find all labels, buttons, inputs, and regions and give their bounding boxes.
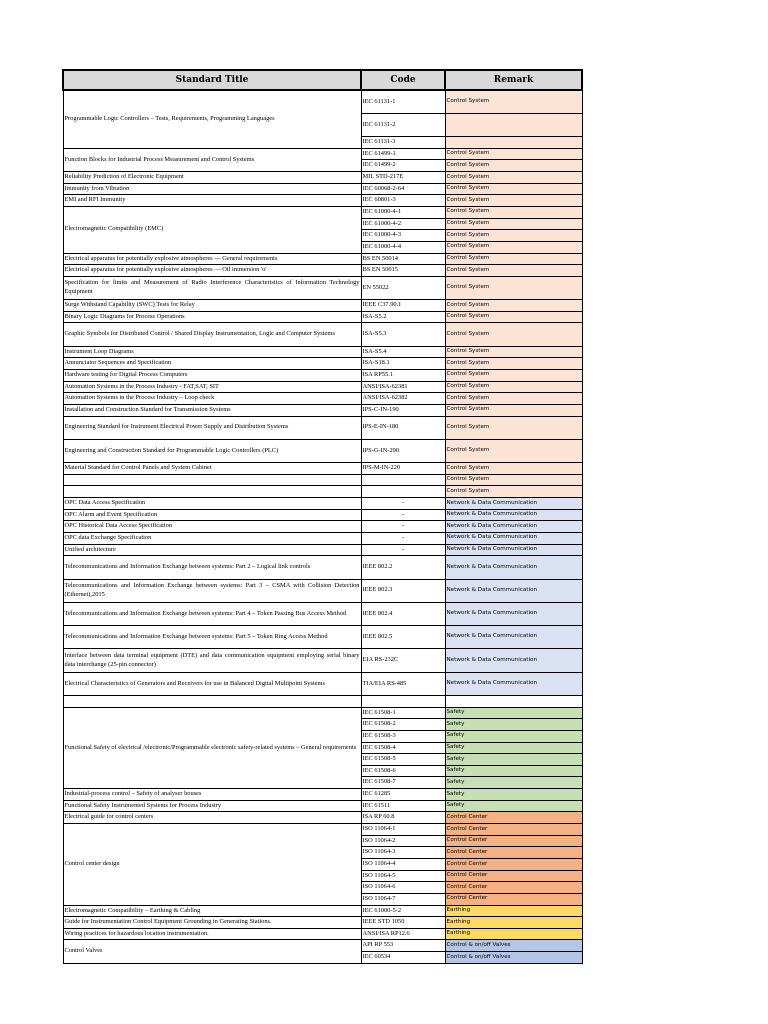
code-cell: - (361, 498, 445, 510)
remark-cell: Network & Data Communication (445, 509, 582, 521)
standard-title-cell: Control Valves (63, 940, 361, 963)
remark-cell: Safety (445, 754, 582, 766)
remark-cell: Control System (445, 416, 582, 439)
code-cell: IEC 60534 (361, 952, 445, 964)
standard-title-cell (63, 696, 361, 708)
table-row (63, 649, 582, 672)
table-row (63, 358, 582, 370)
remark-cell: Control Center (445, 835, 582, 847)
code-cell: IEC 61508-6 (361, 765, 445, 777)
standard-title-cell: Interface between data terminal equipment (DTE) and data communication equipment employing serial binary data interchange (25-pin connector) (63, 649, 361, 672)
code-cell: EIA RS-232C (361, 649, 445, 672)
table-row (63, 369, 582, 381)
remark-cell: Network & Data Communication (445, 602, 582, 625)
code-cell: ISA-S5.4 (361, 346, 445, 358)
remark-cell: Control System (445, 183, 582, 195)
table-row (63, 276, 582, 299)
table-row (63, 940, 582, 952)
standard-title-cell: OPC Alarm and Event Specification (63, 509, 361, 521)
table-row (63, 579, 582, 602)
table-row (63, 800, 582, 812)
code-cell: IEEE C37.90.1 (361, 300, 445, 312)
code-cell: ISO 11064-4 (361, 858, 445, 870)
standard-title-cell: Electrical apparatus for potentially explosive atmospheres — Oil immersion 'o' (63, 265, 361, 277)
code-cell: ISA-S5.2 (361, 311, 445, 323)
table-row (63, 416, 582, 439)
table-row (63, 812, 582, 824)
table-row (63, 556, 582, 579)
remark-cell: Network & Data Communication (445, 521, 582, 533)
standard-title-cell: Electrical apparatus for potentially explosive atmospheres — General requirements (63, 253, 361, 265)
table-row (63, 696, 582, 708)
remark-cell: Control System (445, 463, 582, 475)
table-row (63, 707, 582, 719)
standards-table (62, 69, 583, 964)
code-cell: IPS-M-IN-220 (361, 463, 445, 475)
code-cell: IEC 61000-4-4 (361, 241, 445, 253)
remark-cell: Earthing (445, 917, 582, 929)
standard-title-cell (63, 474, 361, 486)
standard-title-cell: Installation and Construction Standard for Transmission Systems (63, 404, 361, 416)
remark-cell: Safety (445, 777, 582, 789)
code-cell: IEC 61131-1 (361, 90, 445, 113)
remark-cell: Earthing (445, 905, 582, 917)
code-cell: IEC 61508-5 (361, 754, 445, 766)
code-cell: BS EN 50015 (361, 265, 445, 277)
table-row (63, 626, 582, 649)
standard-title-cell: Binary Logic Diagrams for Process Operations (63, 311, 361, 323)
standard-title-cell: Functional Safety of electrical /electronic/Programmable electronic safety-related systems – General requirements (63, 707, 361, 788)
code-cell: IEC 60801-3 (361, 195, 445, 207)
code-cell: IEC 61499-1 (361, 148, 445, 160)
standard-title-cell: Hardware testing for Digital Process Computers (63, 369, 361, 381)
remark-cell: Control System (445, 90, 582, 113)
code-cell (361, 474, 445, 486)
table-body (63, 90, 582, 963)
code-cell: IEC 61000-4-1 (361, 206, 445, 218)
standard-title-cell: Material Standard for Control Panels and System Cabinet (63, 463, 361, 475)
table-row (63, 404, 582, 416)
standard-title-cell: Electromagnetic Compatibility – Earthing & Cabling (63, 905, 361, 917)
remark-cell: Control System (445, 369, 582, 381)
code-cell: API RP 553 (361, 940, 445, 952)
table-row (63, 486, 582, 498)
standard-title-cell: Annunciator Sequences and Specification (63, 358, 361, 370)
remark-cell: Safety (445, 719, 582, 731)
standard-title-cell: Engineering Standard for Instrument Electrical Power Supply and Distribution Systems (63, 416, 361, 439)
code-cell: ISO 11064-7 (361, 893, 445, 905)
remark-cell: Network & Data Communication (445, 579, 582, 602)
table-row (63, 265, 582, 277)
code-cell: ISA-S5.3 (361, 323, 445, 346)
table-row (63, 323, 582, 346)
standard-title-cell: Telecommunications and Information Exchange between systems: Part 4 – Token Passing Bus Access Method (63, 602, 361, 625)
remark-cell: Control Center (445, 870, 582, 882)
standard-title-cell: Telecommunications and Information Exchange between systems: Part 3 – CSMA with Collision Detection (Ethernet),2015 (63, 579, 361, 602)
remark-cell: Control System (445, 230, 582, 242)
standard-title-cell: Specification for limits and Measurement of Radio Interference Characteristics of Information Technology Equipment (63, 276, 361, 299)
code-cell: IPS-E-IN-180 (361, 416, 445, 439)
header-code: Code (361, 70, 445, 90)
standard-title-cell: Surge Withstand Capability (SWC) Tests for Relay (63, 300, 361, 312)
code-cell: IPS-C-IN-190 (361, 404, 445, 416)
table-row (63, 439, 582, 462)
remark-cell: Control Center (445, 847, 582, 859)
standard-title-cell: OPC Data Access Specification (63, 498, 361, 510)
remark-cell: Control System (445, 404, 582, 416)
remark-cell: Control System (445, 148, 582, 160)
code-cell (361, 696, 445, 708)
table-row (63, 393, 582, 405)
code-cell: ISO 11064-2 (361, 835, 445, 847)
table-row (63, 311, 582, 323)
code-cell: BS EN 50014 (361, 253, 445, 265)
code-cell: IEC 61508-1 (361, 707, 445, 719)
table-row (63, 183, 582, 195)
standard-title-cell: Unified architecture (63, 544, 361, 556)
remark-cell: Safety (445, 742, 582, 754)
remark-cell: Control System (445, 323, 582, 346)
table-row (63, 463, 582, 475)
remark-cell (445, 137, 582, 149)
remark-cell: Control Center (445, 882, 582, 894)
standard-title-cell: EMI and RFI Immunity (63, 195, 361, 207)
table-row (63, 253, 582, 265)
standard-title-cell: Industrial-process control – Safety of analyser houses (63, 789, 361, 801)
code-cell: ANSI/ISA-62382 (361, 393, 445, 405)
remark-cell: Safety (445, 765, 582, 777)
remark-cell: Control System (445, 241, 582, 253)
code-cell: IEC 61508-3 (361, 730, 445, 742)
standard-title-cell: OPC Historical Data Access Specification (63, 521, 361, 533)
table-row (63, 824, 582, 836)
code-cell: IEC 61000-4-3 (361, 230, 445, 242)
code-cell: ISO 11064-6 (361, 882, 445, 894)
code-cell: IEC 61285 (361, 789, 445, 801)
code-cell: ISA RP55.1 (361, 369, 445, 381)
table-row (63, 602, 582, 625)
remark-cell: Safety (445, 800, 582, 812)
standard-title-cell: Immunity from Vibration (63, 183, 361, 195)
remark-cell: Network & Data Communication (445, 649, 582, 672)
remark-cell: Control System (445, 346, 582, 358)
code-cell: ISA-S18.1 (361, 358, 445, 370)
table-row (63, 672, 582, 695)
remark-cell: Safety (445, 707, 582, 719)
table-row (63, 346, 582, 358)
code-cell: - (361, 532, 445, 544)
code-cell: IEC 61508-4 (361, 742, 445, 754)
standard-title-cell: Reliability Prediction of Electronic Equipment (63, 172, 361, 184)
code-cell: IEC 61131-3 (361, 137, 445, 149)
table-row (63, 206, 582, 218)
remark-cell: Control Center (445, 824, 582, 836)
code-cell: ISO 11064-1 (361, 824, 445, 836)
code-cell: IEC 61508-7 (361, 777, 445, 789)
standard-title-cell: Electromagnetic Compatibility (EMC) (63, 206, 361, 253)
code-cell: IEEE 802.5 (361, 626, 445, 649)
remark-cell: Control & on/off Valves (445, 952, 582, 964)
standard-title-cell: Function Blocks for Industrial Process Measurement and Control Systems (63, 148, 361, 171)
standard-title-cell: OPC data Exchange Specification (63, 532, 361, 544)
remark-cell: Control System (445, 358, 582, 370)
standard-title-cell (63, 486, 361, 498)
header-standard-title: Standard Title (63, 70, 361, 90)
table-row (63, 905, 582, 917)
remark-cell: Network & Data Communication (445, 532, 582, 544)
table-row (63, 498, 582, 510)
code-cell: - (361, 544, 445, 556)
remark-cell: Control System (445, 474, 582, 486)
table-row (63, 928, 582, 940)
code-cell: TIA/EIA RS-485 (361, 672, 445, 695)
table-row (63, 90, 582, 113)
table-row (63, 521, 582, 533)
remark-cell: Control System (445, 393, 582, 405)
table-row (63, 148, 582, 160)
remark-cell: Network & Data Communication (445, 556, 582, 579)
code-cell: ISA RP 60.8 (361, 812, 445, 824)
code-cell: IEC 61131-2 (361, 113, 445, 136)
standard-title-cell: Automation Systems in the Process Industry - FAT,SAT, SIT (63, 381, 361, 393)
code-cell: IEC 61000-5-2 (361, 905, 445, 917)
table-row (63, 789, 582, 801)
code-cell: IEEE 802.3 (361, 579, 445, 602)
remark-cell: Control Center (445, 893, 582, 905)
table-row (63, 532, 582, 544)
code-cell: IEC 61508-2 (361, 719, 445, 731)
standard-title-cell: Programmable Logic Controllers – Tests, Requirements, Programming Languages (63, 90, 361, 148)
remark-cell: Control System (445, 253, 582, 265)
table-row (63, 509, 582, 521)
code-cell: IEC 61499-2 (361, 160, 445, 172)
code-cell: IEEE 802.4 (361, 602, 445, 625)
remark-cell: Control System (445, 300, 582, 312)
code-cell: ANSI/ISA RP12.6 (361, 928, 445, 940)
remark-cell: Control System (445, 160, 582, 172)
standard-title-cell: Engineering and Construction Standard for Programmable Logic Controllers (PLC) (63, 439, 361, 462)
table-row (63, 917, 582, 929)
standard-title-cell: Graphic Symbols for Distributed Control / Shared Display Instrumentation, Logic and Computer Systems (63, 323, 361, 346)
remark-cell: Control System (445, 206, 582, 218)
remark-cell: Control System (445, 218, 582, 230)
remark-cell: Control Center (445, 812, 582, 824)
table-row (63, 381, 582, 393)
remark-cell: Network & Data Communication (445, 672, 582, 695)
standard-title-cell: Automation Systems in the Process Industry – Loop check (63, 393, 361, 405)
remark-cell: Network & Data Communication (445, 626, 582, 649)
code-cell: IPS-G-IN-290 (361, 439, 445, 462)
remark-cell: Control Center (445, 858, 582, 870)
standard-title-cell: Telecommunications and Information Exchange between systems: Part 2 – Logical link controls (63, 556, 361, 579)
remark-cell: Network & Data Communication (445, 544, 582, 556)
remark-cell: Earthing (445, 928, 582, 940)
code-cell: IEC 61511 (361, 800, 445, 812)
code-cell: IEC 61000-4-2 (361, 218, 445, 230)
code-cell: IEEE 802.2 (361, 556, 445, 579)
code-cell: IEC 60068-2-64 (361, 183, 445, 195)
code-cell: ANSI/ISA-62381 (361, 381, 445, 393)
remark-cell: Network & Data Communication (445, 498, 582, 510)
standard-title-cell: Wiring practices for hazardous location instrumentation. (63, 928, 361, 940)
code-cell: IEEE STD 1050 (361, 917, 445, 929)
remark-cell: Control System (445, 276, 582, 299)
code-cell: EN 55022 (361, 276, 445, 299)
remark-cell: Control System (445, 311, 582, 323)
remark-cell: Control System (445, 486, 582, 498)
table-row (63, 300, 582, 312)
remark-cell: Safety (445, 789, 582, 801)
table-row (63, 474, 582, 486)
header-row (63, 70, 582, 90)
header-remark: Remark (445, 70, 582, 90)
remark-cell: Safety (445, 730, 582, 742)
remark-cell: Control & on/off Valves (445, 940, 582, 952)
code-cell: - (361, 509, 445, 521)
code-cell (361, 486, 445, 498)
remark-cell (445, 113, 582, 136)
remark-cell: Control System (445, 195, 582, 207)
standard-title-cell: Telecommunications and Information Exchange between systems: Part 5 – Token Ring Access Method (63, 626, 361, 649)
table-row (63, 544, 582, 556)
standard-title-cell: Control center design (63, 824, 361, 905)
code-cell: - (361, 521, 445, 533)
code-cell: ISO 11064-5 (361, 870, 445, 882)
table-row (63, 195, 582, 207)
standard-title-cell: Electrical Characteristics of Generators and Receivers for use in Balanced Digital Multipoint Systems (63, 672, 361, 695)
standard-title-cell: Guide for Instrumentation Control Equipment Grounding in Generating Stations. (63, 917, 361, 929)
table-row (63, 172, 582, 184)
remark-cell (445, 696, 582, 708)
remark-cell: Control System (445, 439, 582, 462)
remark-cell: Control System (445, 381, 582, 393)
standard-title-cell: Electrical guide for control centers (63, 812, 361, 824)
code-cell: ISO 11064-3 (361, 847, 445, 859)
remark-cell: Control System (445, 172, 582, 184)
standard-title-cell: Instrument Loop Diagrams (63, 346, 361, 358)
code-cell: MIL STD-217E (361, 172, 445, 184)
standard-title-cell: Functional Safety Instrumented Systems for Process Industry (63, 800, 361, 812)
remark-cell: Control System (445, 265, 582, 277)
